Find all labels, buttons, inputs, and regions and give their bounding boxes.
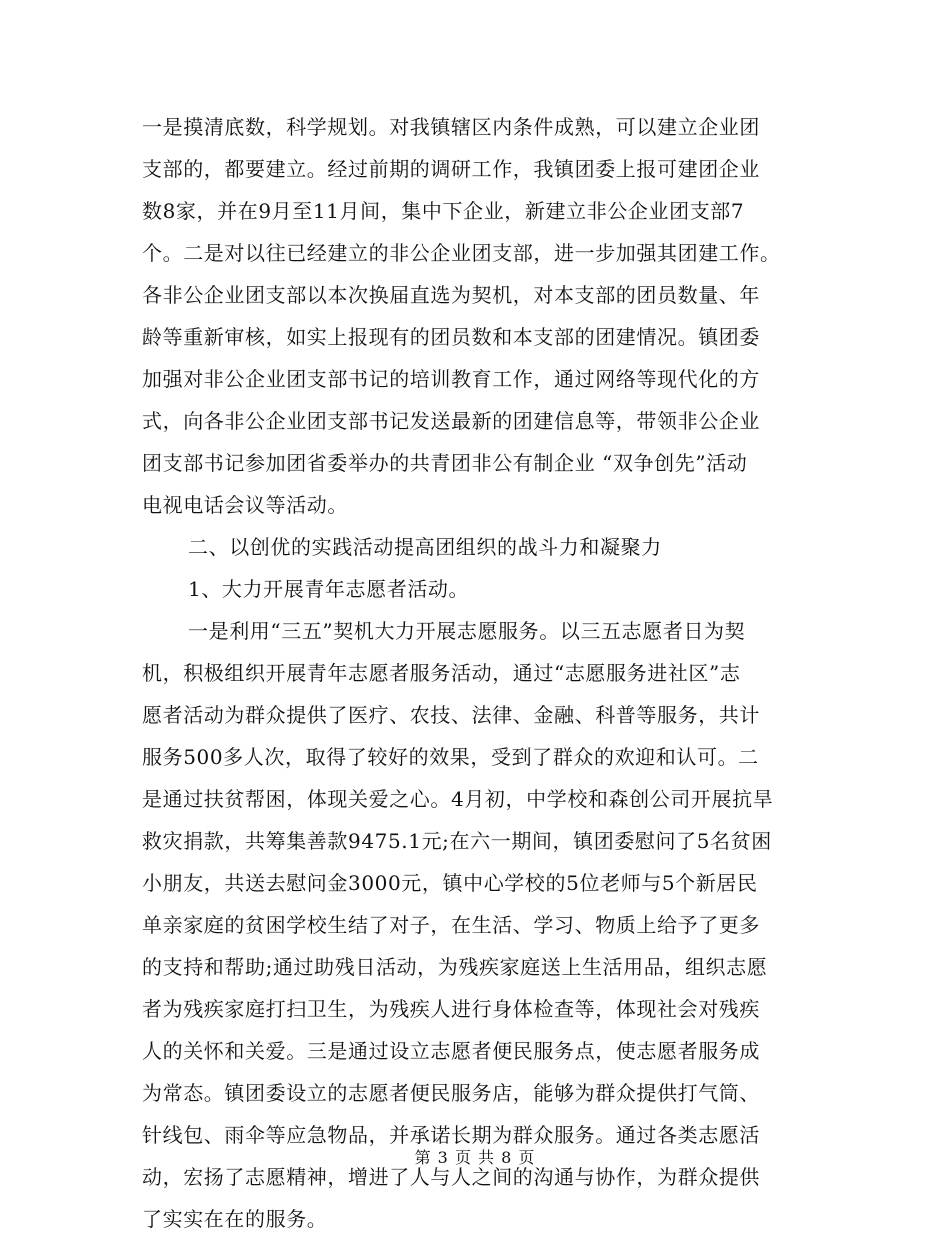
text-line: 支部的，都要建立。经过前期的调研工作，我镇团委上报可建团企业 bbox=[142, 157, 760, 181]
text-line: 式，向各非公企业团支部书记发送最新的团建信息等，带领非公企业 bbox=[142, 409, 760, 433]
text-line: 服务500多人次，取得了较好的效果，受到了群众的欢迎和认可。二 bbox=[142, 745, 759, 769]
text-line: 一是摸清底数，科学规划。对我镇辖区内条件成熟，可以建立企业团 bbox=[142, 115, 760, 139]
text-line: 的支持和帮助;通过助残日活动，为残疾家庭送上生活用品，组织志愿 bbox=[142, 955, 768, 979]
subsection-heading: 1、大力开展青年志愿者活动。 bbox=[188, 577, 470, 601]
text-line: 加强对非公企业团支部书记的培训教育工作，通过网络等现代化的方 bbox=[142, 367, 760, 391]
text-line: 电视电话会议等活动。 bbox=[142, 493, 348, 517]
text-line: 动，宏扬了志愿精神，增进了人与人之间的沟通与协作，为群众提供 bbox=[142, 1165, 760, 1189]
text-line: 小朋友，共送去慰问金3000元，镇中心学校的5位老师与5个新居民 bbox=[142, 871, 758, 895]
text-line: 单亲家庭的贫困学校生结了对子，在生活、学习、物质上给予了更多 bbox=[142, 913, 760, 937]
text-line: 人的关怀和关爱。三是通过设立志愿者便民服务点，使志愿者服务成 bbox=[142, 1039, 760, 1063]
text-line: 一是利用“三五”契机大力开展志愿服务。以三五志愿者日为契 bbox=[188, 619, 746, 643]
text-line: 机，积极组织开展青年志愿者服务活动，通过“志愿服务进社区”志 bbox=[142, 661, 741, 685]
body-text bbox=[142, 106, 832, 1240]
text-line: 为常态。镇团委设立的志愿者便民服务店，能够为群众提供打气筒、 bbox=[142, 1081, 760, 1105]
text-line: 者为残疾家庭打扫卫生，为残疾人进行身体检查等，体现社会对残疾 bbox=[142, 997, 760, 1021]
text-line: 救灾捐款，共筹集善款9475.1元;在六一期间，镇团委慰问了5名贫困 bbox=[142, 829, 772, 853]
text-line: 团支部书记参加团省委举办的共青团非公有制企业 “双争创先”活动 bbox=[142, 451, 748, 475]
text-line: 个。二是对以往已经建立的非公企业团支部，进一步加强其团建工作。 bbox=[142, 241, 781, 265]
text-line: 针线包、雨伞等应急物品，并承诺长期为群众服务。通过各类志愿活 bbox=[142, 1123, 760, 1147]
page-number-footer: 第 3 页 共 8 页 bbox=[414, 1148, 536, 1167]
text-line: 了实实在在的服务。 bbox=[142, 1207, 328, 1231]
text-line: 数8家，并在9月至11月间，集中下企业，新建立非公企业团支部7 bbox=[142, 199, 745, 223]
section-heading: 二、以创优的实践活动提高团组织的战斗力和凝聚力 bbox=[188, 535, 662, 559]
text-line: 愿者活动为群众提供了医疗、农技、法律、金融、科普等服务，共计 bbox=[142, 703, 760, 727]
text-line: 各非公企业团支部以本次换届直选为契机，对本支部的团员数量、年 bbox=[142, 283, 760, 307]
text-line: 龄等重新审核，如实上报现有的团员数和本支部的团建情况。镇团委 bbox=[142, 325, 760, 349]
text-line: 是通过扶贫帮困，体现关爱之心。4月初，中学校和森创公司开展抗旱 bbox=[142, 787, 774, 811]
